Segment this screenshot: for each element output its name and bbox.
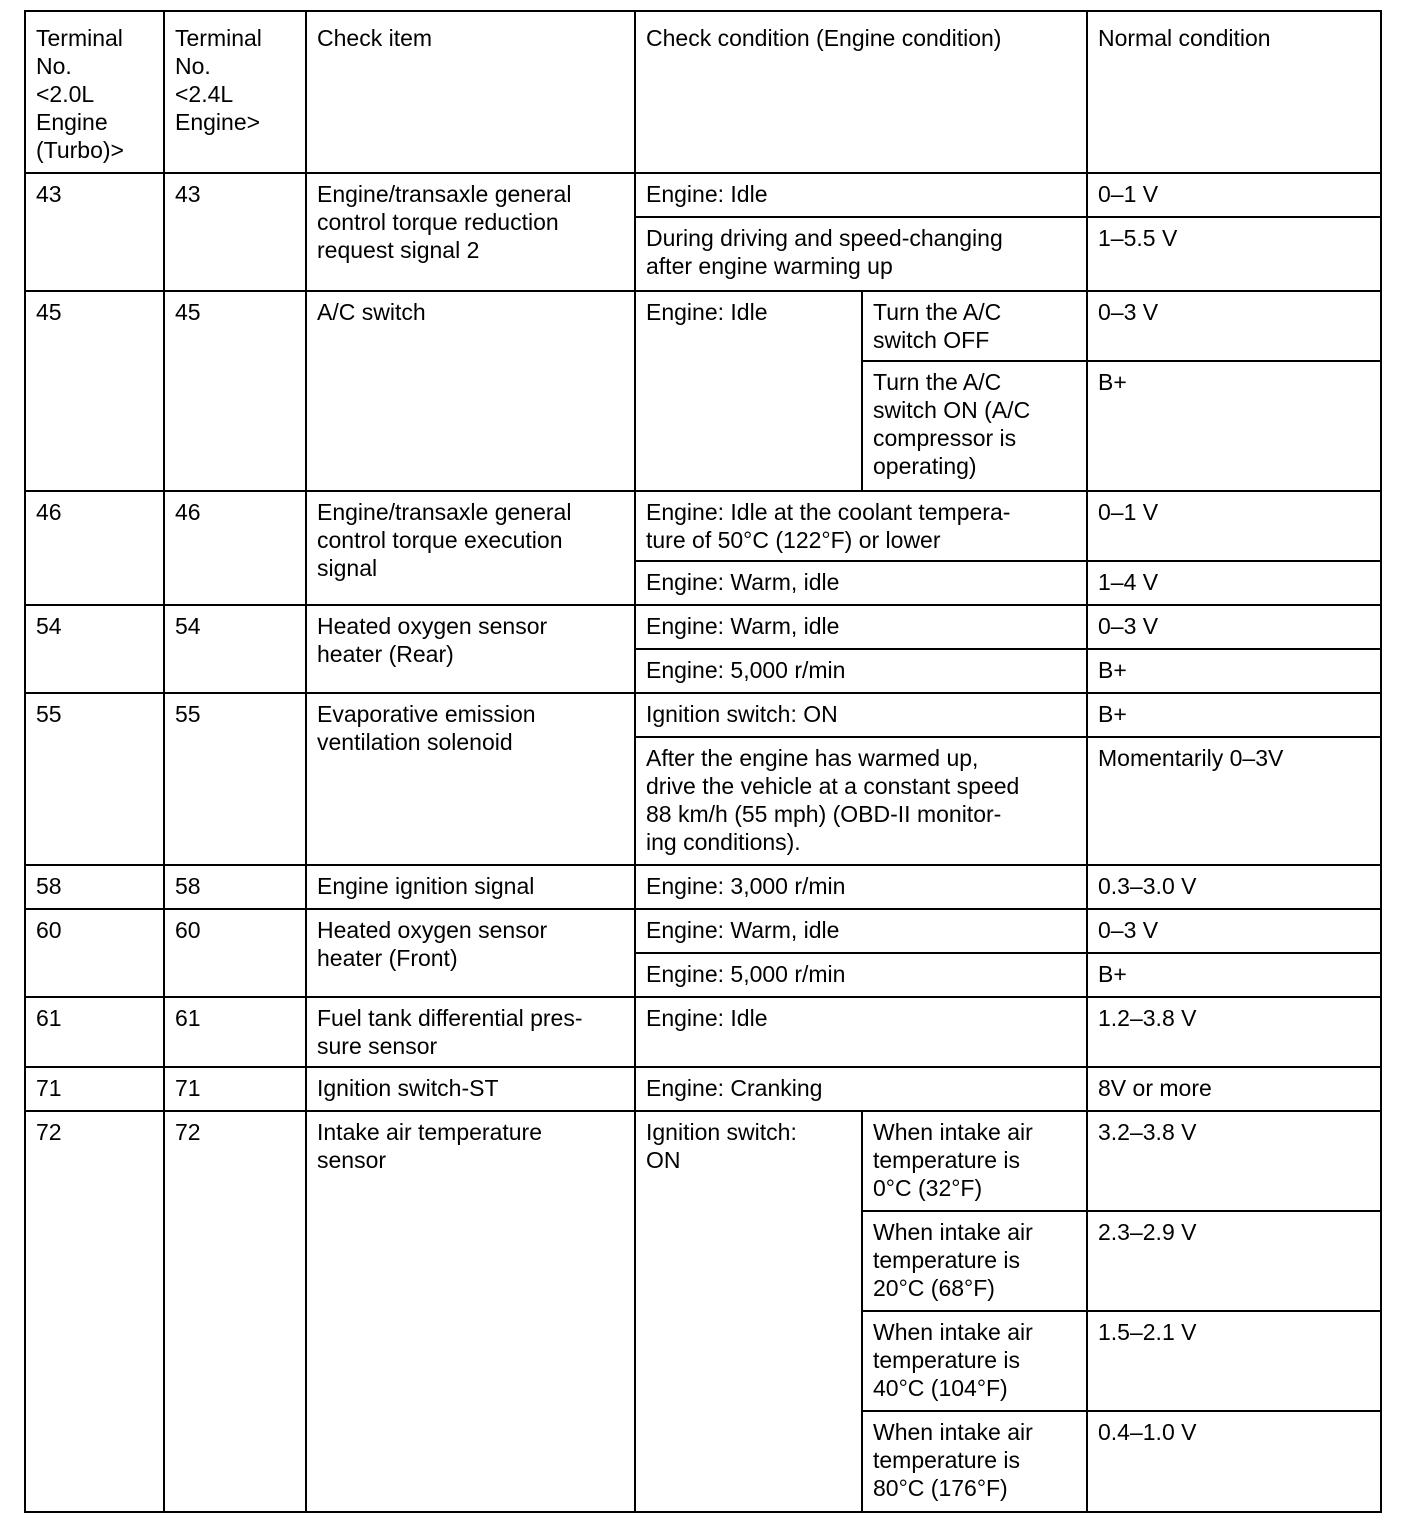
check-condition-cell: Engine: Warm, idle (635, 561, 1087, 605)
check-condition-cell: Engine: Idle (635, 997, 1087, 1067)
normal-condition-cell: 2.3–2.9 V (1087, 1211, 1381, 1311)
check-item-cell: Engine ignition signal (306, 865, 635, 909)
terminal-2-0l-cell: 46 (25, 491, 164, 605)
terminal-2-4l-cell: 45 (164, 291, 306, 491)
header-terminal-2-4l: Terminal No. <2.4L Engine> (164, 11, 306, 173)
check-item-cell: Intake air temperature sensor (306, 1111, 635, 1512)
normal-condition-cell: 0–1 V (1087, 491, 1381, 561)
normal-condition-cell: 1.2–3.8 V (1087, 997, 1381, 1067)
table-row (25, 997, 1381, 1067)
check-item-cell: A/C switch (306, 291, 635, 491)
terminal-2-0l-cell: 60 (25, 909, 164, 997)
check-condition-cell: Engine: Cranking (635, 1067, 1087, 1111)
table-row (25, 693, 1381, 737)
header-terminal-2-0l: Terminal No. <2.0L Engine (Turbo)> (25, 11, 164, 173)
check-condition-cell: Engine: Warm, idle (635, 909, 1087, 953)
check-item-cell: Heated oxygen sensor heater (Rear) (306, 605, 635, 693)
normal-condition-cell: 0.3–3.0 V (1087, 865, 1381, 909)
terminal-2-4l-cell: 46 (164, 491, 306, 605)
terminal-2-4l-cell: 72 (164, 1111, 306, 1512)
normal-condition-cell: Momentarily 0–3V (1087, 737, 1381, 865)
check-condition-cell: Engine: 3,000 r/min (635, 865, 1087, 909)
terminal-2-4l-cell: 55 (164, 693, 306, 865)
check-subcondition-cell: When intake air temperature is 80°C (176°F) (862, 1411, 1087, 1512)
normal-condition-cell: 3.2–3.8 V (1087, 1111, 1381, 1211)
check-condition-cell: Engine: Idle (635, 291, 862, 491)
check-condition-cell: Engine: Idle (635, 173, 1087, 217)
normal-condition-cell: 0–1 V (1087, 173, 1381, 217)
terminal-2-4l-cell: 43 (164, 173, 306, 291)
table-row (25, 491, 1381, 561)
table-row (25, 173, 1381, 217)
table-row (25, 1067, 1381, 1111)
check-item-cell: Engine/transaxle general control torque reduction request signal 2 (306, 173, 635, 291)
table-row (25, 1111, 1381, 1211)
check-condition-cell: Engine: 5,000 r/min (635, 649, 1087, 693)
normal-condition-cell: 1.5–2.1 V (1087, 1311, 1381, 1411)
header-check-condition: Check condition (Engine condition) (635, 11, 1087, 173)
normal-condition-cell: 8V or more (1087, 1067, 1381, 1111)
table-row (25, 865, 1381, 909)
table-row (25, 291, 1381, 361)
check-condition-cell: Ignition switch: ON (635, 693, 1087, 737)
terminal-2-0l-cell: 45 (25, 291, 164, 491)
terminal-2-0l-cell: 72 (25, 1111, 164, 1512)
table-row (25, 605, 1381, 649)
normal-condition-cell: B+ (1087, 649, 1381, 693)
normal-condition-cell: 0–3 V (1087, 605, 1381, 649)
header-normal-condition: Normal condition (1087, 11, 1381, 173)
check-subcondition-cell: Turn the A/C switch ON (A/C compressor is operating) (862, 361, 1087, 491)
normal-condition-cell: B+ (1087, 693, 1381, 737)
normal-condition-cell: B+ (1087, 361, 1381, 491)
terminal-2-0l-cell: 61 (25, 997, 164, 1067)
check-item-cell: Heated oxygen sensor heater (Front) (306, 909, 635, 997)
header-row (25, 11, 1381, 173)
normal-condition-cell: B+ (1087, 953, 1381, 997)
check-condition-cell: Engine: 5,000 r/min (635, 953, 1087, 997)
normal-condition-cell: 0.4–1.0 V (1087, 1411, 1381, 1512)
terminal-2-0l-cell: 55 (25, 693, 164, 865)
normal-condition-cell: 0–3 V (1087, 909, 1381, 953)
terminal-2-4l-cell: 60 (164, 909, 306, 997)
table-row (25, 909, 1381, 953)
check-condition-cell: During driving and speed-changing after engine warming up (635, 217, 1087, 291)
check-condition-cell: Engine: Warm, idle (635, 605, 1087, 649)
check-subcondition-cell: When intake air temperature is 40°C (104°F) (862, 1311, 1087, 1411)
check-subcondition-cell: When intake air temperature is 20°C (68°F) (862, 1211, 1087, 1311)
check-item-cell: Fuel tank differential pres- sure sensor (306, 997, 635, 1067)
check-condition-cell: Engine: Idle at the coolant tempera- ture of 50°C (122°F) or lower (635, 491, 1087, 561)
check-subcondition-cell: Turn the A/C switch OFF (862, 291, 1087, 361)
terminal-2-4l-cell: 61 (164, 997, 306, 1067)
check-condition-cell: After the engine has warmed up, drive the vehicle at a constant speed 88 km/h (55 mph) (OBD-II monitor- ing conditions). (635, 737, 1087, 865)
check-item-cell: Ignition switch-ST (306, 1067, 635, 1111)
check-item-cell: Evaporative emission ventilation solenoid (306, 693, 635, 865)
check-subcondition-cell: When intake air temperature is 0°C (32°F) (862, 1111, 1087, 1211)
check-condition-cell: Ignition switch: ON (635, 1111, 862, 1512)
normal-condition-cell: 0–3 V (1087, 291, 1381, 361)
terminal-2-0l-cell: 58 (25, 865, 164, 909)
terminal-2-0l-cell: 54 (25, 605, 164, 693)
check-item-cell: Engine/transaxle general control torque execution signal (306, 491, 635, 605)
terminal-2-4l-cell: 58 (164, 865, 306, 909)
terminal-2-0l-cell: 43 (25, 173, 164, 291)
terminal-2-4l-cell: 54 (164, 605, 306, 693)
normal-condition-cell: 1–5.5 V (1087, 217, 1381, 291)
header-check-item: Check item (306, 11, 635, 173)
terminal-2-0l-cell: 71 (25, 1067, 164, 1111)
normal-condition-cell: 1–4 V (1087, 561, 1381, 605)
terminal-check-table (24, 10, 1382, 1513)
terminal-2-4l-cell: 71 (164, 1067, 306, 1111)
